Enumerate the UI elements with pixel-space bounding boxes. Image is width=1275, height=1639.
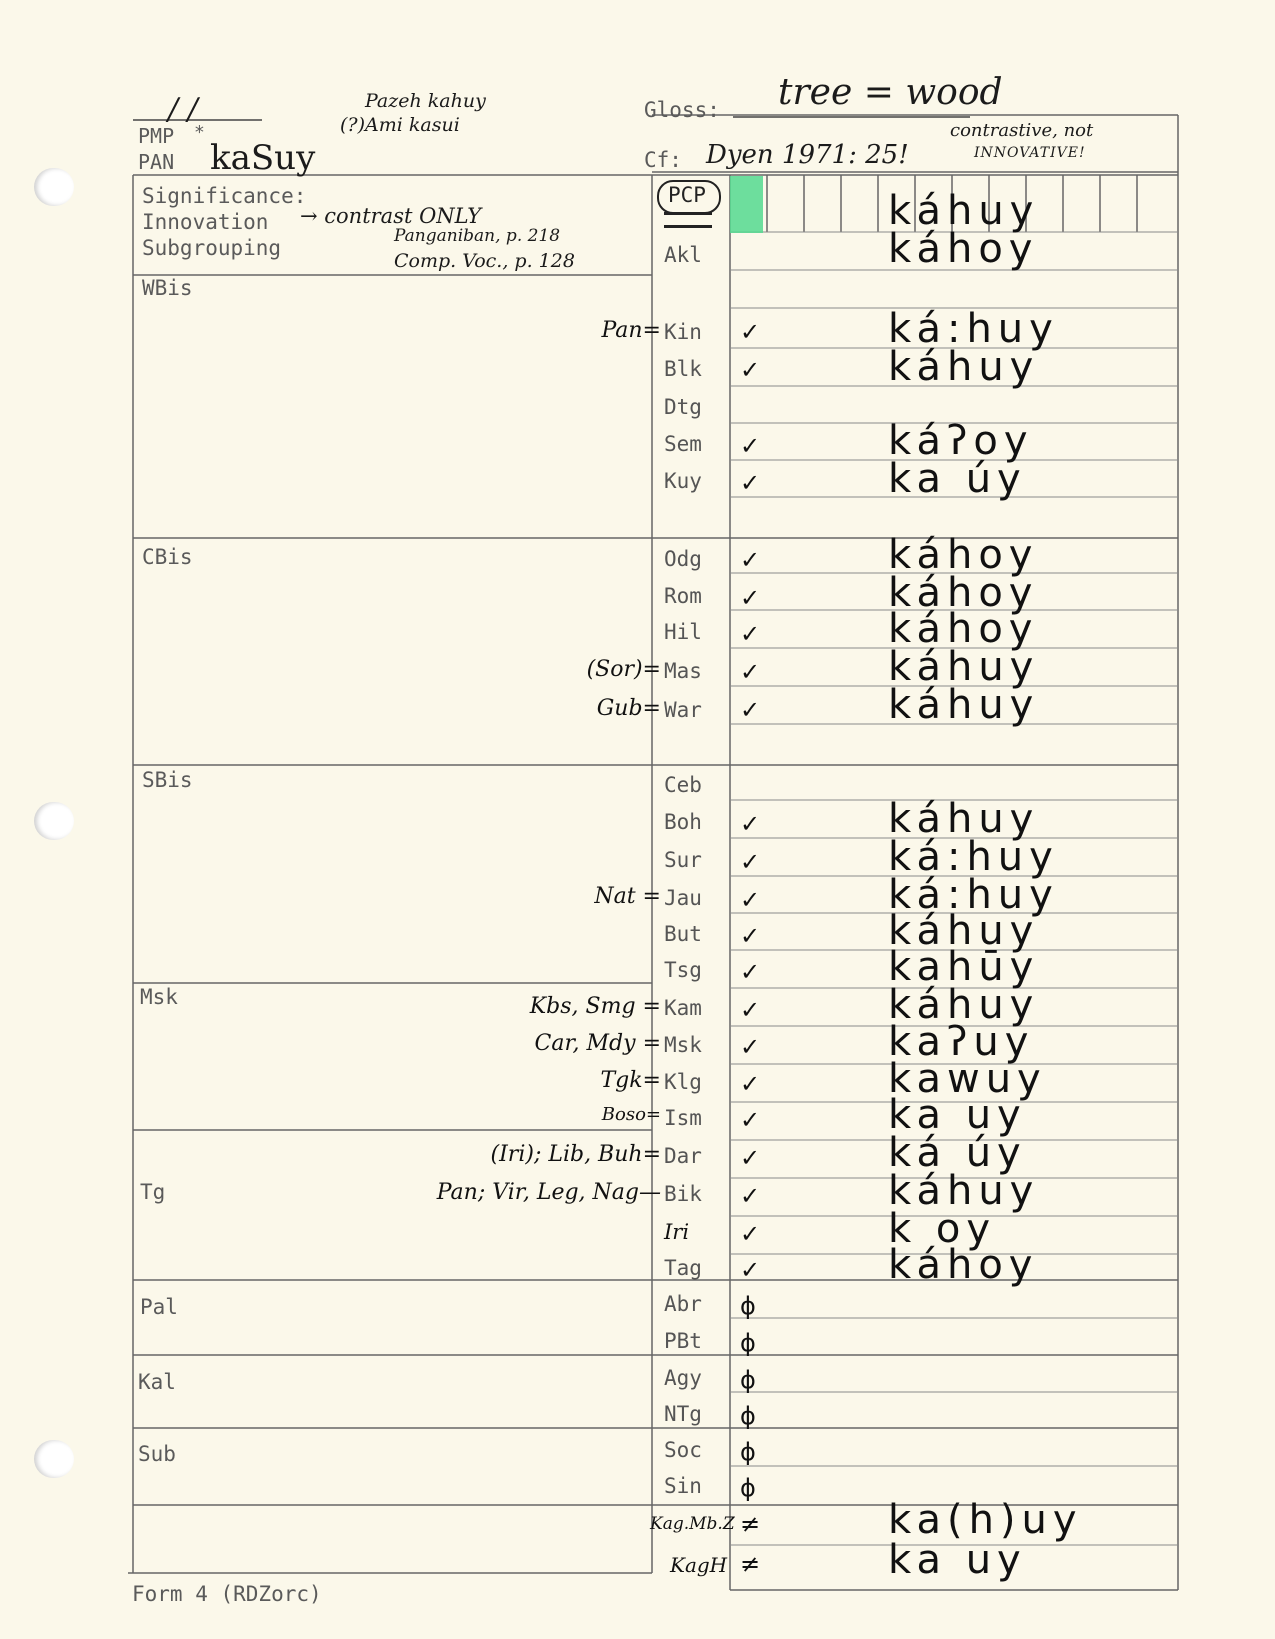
group-label: Kal bbox=[138, 1370, 176, 1394]
pmp-label: PMP bbox=[138, 124, 175, 148]
equivalence-note: (Sor)= bbox=[586, 657, 661, 682]
absent-mark: ϕ bbox=[740, 1329, 756, 1357]
innovation-note: → contrast ONLY bbox=[300, 204, 482, 228]
check-mark: ✓ bbox=[740, 1106, 761, 1134]
reflex-form: káhoy bbox=[888, 570, 1039, 616]
language-code: Sin bbox=[664, 1474, 702, 1498]
pan-label: PAN bbox=[138, 150, 175, 174]
reflex-form: káʔoy bbox=[888, 418, 1034, 464]
group-label: WBis bbox=[142, 276, 193, 300]
language-code: Akl bbox=[664, 243, 702, 267]
language-code: Klg bbox=[664, 1070, 702, 1094]
language-code: Kam bbox=[664, 996, 702, 1020]
scribble-mark bbox=[664, 212, 712, 228]
reflex-form: káhuy bbox=[888, 796, 1040, 842]
check-mark: ✓ bbox=[740, 1182, 761, 1210]
language-code: KagH bbox=[670, 1553, 728, 1577]
language-code: Dar bbox=[664, 1144, 702, 1168]
cf-note-2: INNOVATIVE! bbox=[974, 145, 1086, 161]
group-label: Msk bbox=[140, 985, 178, 1009]
language-code: Tag bbox=[664, 1256, 702, 1280]
equivalence-note: Pan= bbox=[601, 318, 661, 343]
reflex-form: kaʔuy bbox=[888, 1019, 1035, 1065]
check-mark: ✓ bbox=[740, 1256, 761, 1284]
language-code: Msk bbox=[664, 1033, 702, 1057]
reflex-form: ka úy bbox=[888, 456, 1027, 502]
equivalence-note: Tgk= bbox=[600, 1068, 661, 1093]
reflex-form: ká úy bbox=[888, 1130, 1027, 1176]
reflex-form: káhuy bbox=[888, 908, 1040, 954]
absent-mark: ϕ bbox=[740, 1438, 756, 1466]
group-label: CBis bbox=[142, 545, 193, 569]
cognate-note-1: Pazeh kahuy bbox=[365, 90, 486, 112]
reflex-form: káhoy bbox=[888, 226, 1039, 272]
language-code: Bik bbox=[664, 1182, 702, 1206]
language-code: PBt bbox=[664, 1329, 702, 1353]
check-mark: ✓ bbox=[740, 922, 761, 950]
equivalence-note: Boso= bbox=[601, 1104, 661, 1125]
reflex-form: káhoy bbox=[888, 532, 1039, 578]
language-code: Hil bbox=[664, 620, 702, 644]
group-label: Pal bbox=[140, 1295, 178, 1319]
reflex-form: káhoy bbox=[888, 606, 1039, 652]
reference-1: Panganiban, p. 218 bbox=[394, 226, 561, 246]
reflex-form: káhuy bbox=[888, 344, 1040, 390]
check-mark: ✓ bbox=[740, 848, 761, 876]
check-mark: ✓ bbox=[740, 469, 761, 497]
form-footer: Form 4 (RDZorc) bbox=[132, 1582, 322, 1606]
equivalence-note: Pan; Vir, Leg, Nag— bbox=[436, 1180, 661, 1205]
absent-mark: ϕ bbox=[740, 1402, 756, 1430]
group-label: SBis bbox=[142, 768, 193, 792]
language-code: War bbox=[664, 698, 702, 722]
asterisk: * bbox=[194, 122, 205, 143]
equivalence-note: Gub= bbox=[596, 696, 661, 721]
language-code: Soc bbox=[664, 1438, 702, 1462]
check-mark: ✓ bbox=[740, 356, 761, 384]
reflex-form: káhuy bbox=[888, 1168, 1040, 1214]
not-cognate-mark: ≠ bbox=[740, 1510, 761, 1538]
reflex-form: ká:huy bbox=[888, 834, 1059, 880]
language-code: PCP bbox=[668, 183, 706, 207]
reflex-form: káhuy bbox=[888, 188, 1040, 234]
check-mark: ✓ bbox=[740, 546, 761, 574]
significance-title: Significance: bbox=[142, 184, 307, 208]
reflex-form: káhuy bbox=[888, 682, 1040, 728]
check-mark: ✓ bbox=[740, 810, 761, 838]
reflex-form: káhuy bbox=[888, 644, 1040, 690]
language-code: Rom bbox=[664, 584, 702, 608]
language-code: Kin bbox=[664, 320, 702, 344]
reflex-form: ka(h)uy bbox=[888, 1497, 1083, 1543]
check-mark: ✓ bbox=[740, 1220, 761, 1248]
reflex-form: kahūy bbox=[888, 944, 1040, 990]
reflex-form: ká:huy bbox=[888, 872, 1059, 918]
language-code: Kuy bbox=[664, 469, 702, 493]
language-code: Boh bbox=[664, 810, 702, 834]
cf-value: Dyen 1971: 25! bbox=[706, 140, 909, 170]
reflex-form: kawuy bbox=[888, 1056, 1047, 1102]
check-mark: ✓ bbox=[740, 1144, 761, 1172]
cognate-note-2: (?)Ami kasui bbox=[340, 114, 460, 136]
equivalence-note: (Iri); Lib, Buh= bbox=[490, 1142, 661, 1167]
check-mark: ✓ bbox=[740, 1033, 761, 1061]
pmp-value: / / bbox=[168, 92, 198, 127]
language-code: Mas bbox=[664, 659, 702, 683]
language-code: Kag.Mb.Z bbox=[650, 1514, 735, 1534]
group-label: Sub bbox=[138, 1442, 176, 1466]
language-code: Tsg bbox=[664, 958, 702, 982]
absent-mark: ϕ bbox=[740, 1366, 756, 1394]
pan-form: kaSuy bbox=[210, 138, 316, 178]
absent-mark: ϕ bbox=[740, 1474, 756, 1502]
check-mark: ✓ bbox=[740, 584, 761, 612]
gloss-label: Gloss: bbox=[644, 98, 720, 122]
check-mark: ✓ bbox=[740, 1070, 761, 1098]
reference-2: Comp. Voc., p. 128 bbox=[394, 250, 575, 272]
reflex-form: k oy bbox=[888, 1206, 997, 1252]
language-code: Sur bbox=[664, 848, 702, 872]
language-code: Abr bbox=[664, 1292, 702, 1316]
language-code: Iri bbox=[664, 1220, 690, 1244]
language-code: NTg bbox=[664, 1402, 702, 1426]
absent-mark: ϕ bbox=[740, 1292, 756, 1320]
language-code: Jau bbox=[664, 886, 702, 910]
check-mark: ✓ bbox=[740, 318, 761, 346]
innovation-label: Innovation bbox=[142, 210, 269, 234]
reflex-form: ka uy bbox=[888, 1092, 1027, 1138]
check-mark: ✓ bbox=[740, 886, 761, 914]
language-code: Dtg bbox=[664, 395, 702, 419]
language-code: Agy bbox=[664, 1366, 702, 1390]
language-code: Ism bbox=[664, 1106, 702, 1130]
language-code: Odg bbox=[664, 547, 702, 571]
equivalence-note: Kbs, Smg = bbox=[529, 994, 661, 1019]
reflex-form: ká:huy bbox=[888, 306, 1059, 352]
check-mark: ✓ bbox=[740, 620, 761, 648]
check-mark: ✓ bbox=[740, 658, 761, 686]
language-code: But bbox=[664, 922, 702, 946]
language-code: Ceb bbox=[664, 773, 702, 797]
reflex-form: káhoy bbox=[888, 1242, 1039, 1288]
check-mark: ✓ bbox=[740, 432, 761, 460]
language-code: Blk bbox=[664, 357, 702, 381]
not-cognate-mark: ≠ bbox=[740, 1550, 761, 1578]
check-mark: ✓ bbox=[740, 696, 761, 724]
reflex-form: ka uy bbox=[888, 1537, 1027, 1583]
reflex-form: káhuy bbox=[888, 982, 1040, 1028]
check-mark: ✓ bbox=[740, 958, 761, 986]
equivalence-note: Car, Mdy = bbox=[534, 1031, 661, 1056]
check-mark: ✓ bbox=[740, 996, 761, 1024]
language-code: Sem bbox=[664, 432, 702, 456]
gloss-value: tree = wood bbox=[778, 72, 1003, 113]
equivalence-note: Nat = bbox=[594, 884, 661, 909]
group-label: Tg bbox=[140, 1180, 166, 1204]
cf-note-1: contrastive, not bbox=[950, 120, 1094, 141]
cf-label: Cf: bbox=[644, 148, 682, 172]
subgrouping-label: Subgrouping bbox=[142, 236, 282, 260]
